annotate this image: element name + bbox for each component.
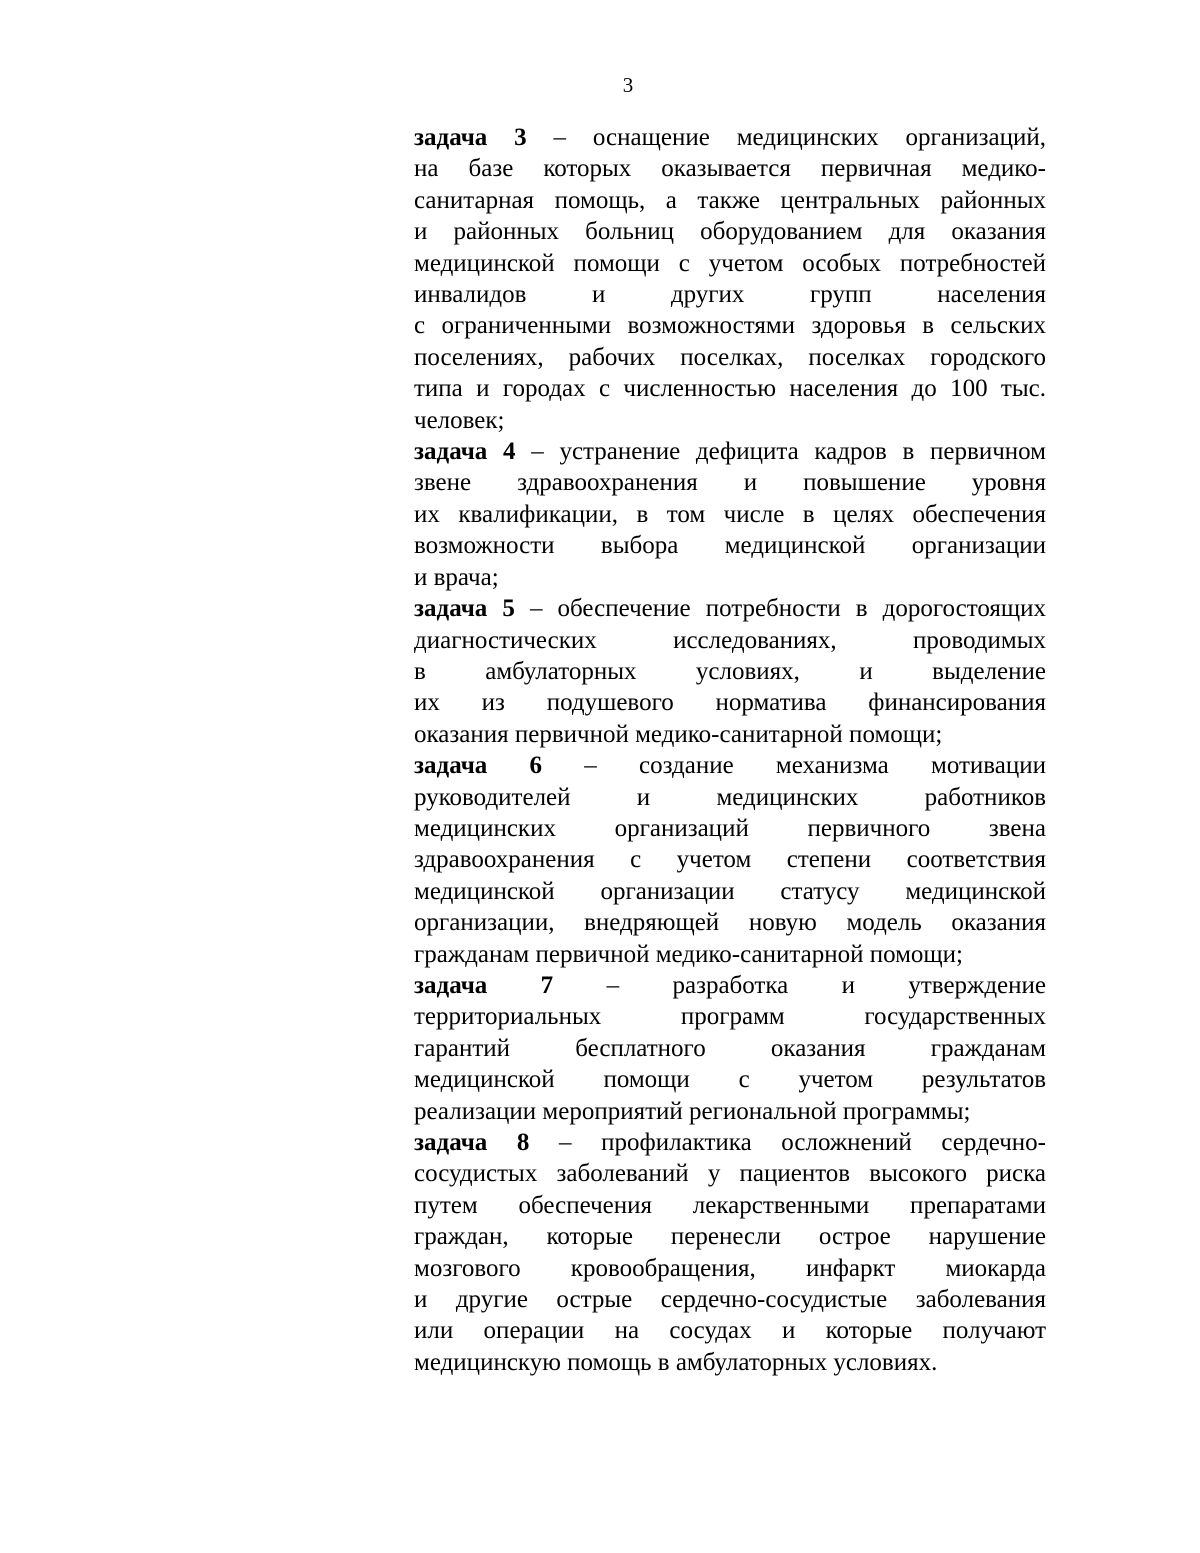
task-line: с ограниченными возможностями здоровья в сельских [414,312,1046,340]
task-3 [414,122,1046,436]
task-line: задача 4 – устранение дефицита кадров в первичном [414,438,1046,466]
task-4 [414,436,1046,593]
task-line: в амбулаторных условиях, и выделение [414,657,1046,685]
task-line: медицинских организаций первичного звена [414,814,1046,842]
task-8 [414,1127,1046,1378]
task-line: мозгового кровообращения, инфаркт миокарда [414,1254,1046,1282]
task-line: или операции на сосудах и которые получают [414,1317,1046,1345]
task-line: поселениях, рабочих поселках, поселках городского [414,343,1046,371]
task-line: руководителей и медицинских работников [414,783,1046,811]
task-line: звене здравоохранения и повышение уровня [414,469,1046,497]
task-line: на базе которых оказывается первичная медико- [414,155,1046,183]
task-line: задача 3 – оснащение медицинских организаций, [414,124,1046,151]
task-line: человек; [414,406,505,434]
task-line: реализации мероприятий региональной программы; [414,1097,971,1125]
task-line: их квалификации, в том числе в целях обеспечения [414,500,1046,528]
task-label: задача 3 [414,124,527,151]
task-line: гражданам первичной медико-санитарной помощи; [414,940,963,968]
task-line: и районных больниц оборудованием для оказания [414,218,1046,246]
page-number: 3 [622,73,634,97]
task-7 [414,970,1046,1127]
task-5 [414,593,1046,750]
task-line: возможности выбора медицинской организации [414,532,1046,560]
task-line: гарантий бесплатного оказания гражданам [414,1034,1046,1062]
task-line: медицинскую помощь в амбулаторных условиях. [414,1348,938,1376]
task-line: медицинской организации статусу медицинской [414,877,1046,905]
task-line: санитарная помощь, а также центральных районных [414,186,1046,214]
task-line: граждан, которые перенесли острое нарушение [414,1223,1046,1251]
document-body [414,122,1046,1378]
task-line: задача 8 – профилактика осложнений сердечно- [414,1129,1047,1156]
task-line: медицинской помощи с учетом результатов [414,1066,1046,1094]
task-line: задача 6 – создание механизма мотивации [414,752,1047,780]
task-line: организации, внедряющей новую модель оказания [414,909,1046,937]
task-line: задача 5 – обеспечение потребности в дорогостоящих [414,595,1046,623]
task-6 [414,750,1046,970]
task-line: и другие острые сердечно-сосудистые заболевания [414,1286,1046,1314]
task-line: оказания первичной медико-санитарной помощи; [414,720,943,748]
task-line: сосудистых заболеваний у пациентов высокого риска [414,1160,1046,1188]
task-label: задача 8 [414,1129,530,1156]
task-line: здравоохранения с учетом степени соответствия [414,846,1046,874]
task-line: диагностических исследованиях, проводимых [414,626,1046,654]
task-line: медицинской помощи с учетом особых потребностей [414,249,1046,277]
task-line: территориальных программ государственных [414,1003,1046,1031]
task-label: задача 7 [414,971,554,999]
task-line: типа и городах с численностью населения до 100 тыс. [414,375,1046,403]
task-line: и врача; [414,563,499,591]
task-line: их из подушевого норматива финансирования [414,689,1046,717]
task-label: задача 4 [414,438,516,466]
task-line: инвалидов и других групп населения [414,281,1046,309]
task-label: задача 5 [414,595,515,623]
task-line: задача 7 – разработка и утверждение [414,971,1046,999]
task-label: задача 6 [414,752,543,780]
task-line: путем обеспечения лекарственными препаратами [414,1191,1046,1219]
